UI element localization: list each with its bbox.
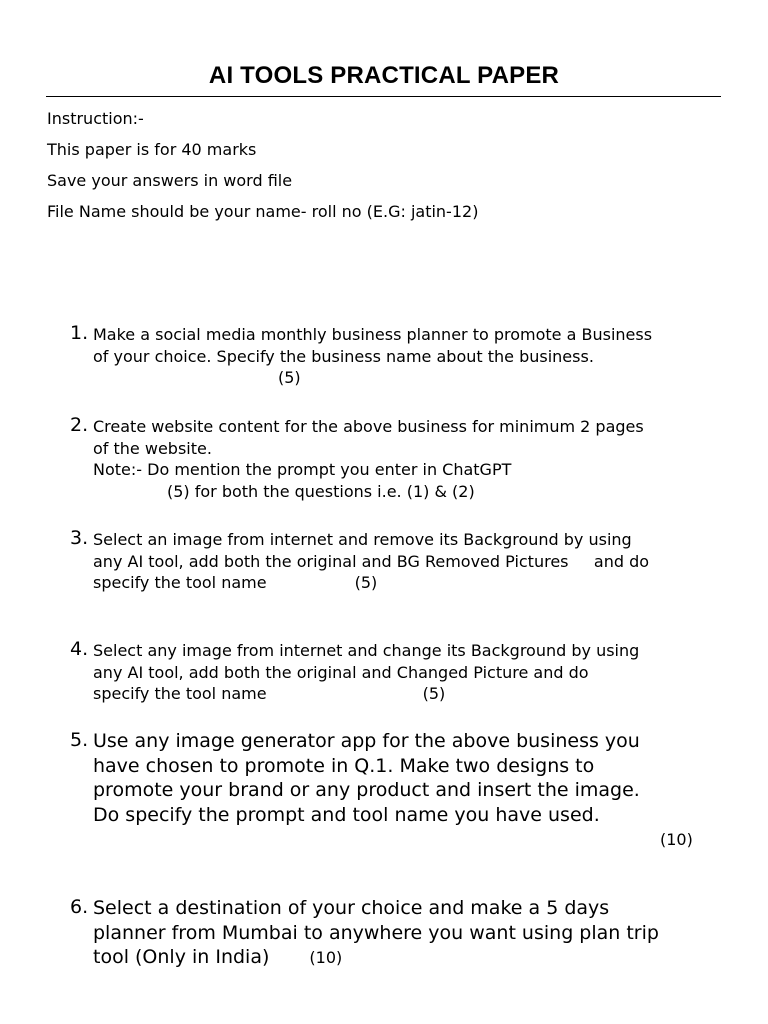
question-text bbox=[93, 416, 644, 502]
question-marks: (10) bbox=[660, 830, 693, 849]
question-line: have chosen to promote in Q.1. Make two designs to bbox=[93, 754, 595, 777]
question-note: Note:- Do mention the prompt you enter in ChatGPT bbox=[93, 460, 512, 479]
question-marks: (5) bbox=[354, 573, 378, 592]
question-number: 6. bbox=[70, 896, 89, 918]
paper-title: AI TOOLS PRACTICAL PAPER bbox=[208, 62, 560, 89]
question-line: any AI tool, add both the original and Changed Picture and do bbox=[93, 662, 589, 682]
question-line: Select an image from internet and remove its Background by using bbox=[93, 530, 632, 549]
question-line: Create website content for the above business for minimum 2 pages bbox=[93, 417, 644, 436]
question-line: tool (Only in India) bbox=[93, 946, 270, 968]
question-marks: (5) bbox=[278, 368, 301, 387]
question-line: Use any image generator app for the above business you bbox=[93, 730, 640, 752]
question-text bbox=[93, 640, 639, 705]
question-line: promote your brand or any product and insert the image. bbox=[93, 779, 640, 801]
instruction-save: Save your answers in word file bbox=[47, 171, 293, 190]
question-line: Select a destination of your choice and make a 5 days bbox=[93, 897, 610, 919]
question-text bbox=[93, 324, 652, 389]
question-line: planner from Mumbai to anywhere you want using plan trip bbox=[93, 921, 659, 944]
question-marks: (5) for both the questions i.e. (1) & (2) bbox=[167, 481, 475, 501]
question-text bbox=[93, 729, 693, 853]
title-underline bbox=[46, 96, 721, 97]
question-text bbox=[93, 896, 659, 971]
question-number: 2. bbox=[70, 414, 89, 436]
instruction-filename: File Name should be your name- roll no (E.G: jatin-12) bbox=[47, 202, 479, 221]
instruction-marks: This paper is for 40 marks bbox=[47, 140, 257, 159]
instruction-heading: Instruction:- bbox=[47, 109, 144, 128]
question-line: Make a social media monthly business planner to promote a Business bbox=[93, 325, 653, 344]
question-number: 5. bbox=[70, 729, 89, 751]
question-line: Do specify the prompt and tool name you have used. bbox=[93, 803, 600, 826]
question-marks: (10) bbox=[309, 948, 343, 967]
question-line: Select any image from internet and change its Background by using bbox=[93, 641, 640, 660]
question-line: specify the tool name bbox=[93, 573, 267, 592]
question-number: 1. bbox=[70, 322, 89, 344]
question-line: of your choice. Specify the business name about the business. bbox=[93, 346, 594, 366]
question-number: 3. bbox=[70, 527, 89, 549]
question-line: specify the tool name bbox=[93, 684, 267, 703]
question-marks: (5) bbox=[422, 684, 446, 703]
question-text bbox=[93, 529, 649, 594]
question-line: of the website. bbox=[93, 438, 212, 458]
question-number: 4. bbox=[70, 638, 89, 660]
question-line: any AI tool, add both the original and BG Removed Pictures and do bbox=[93, 551, 650, 571]
